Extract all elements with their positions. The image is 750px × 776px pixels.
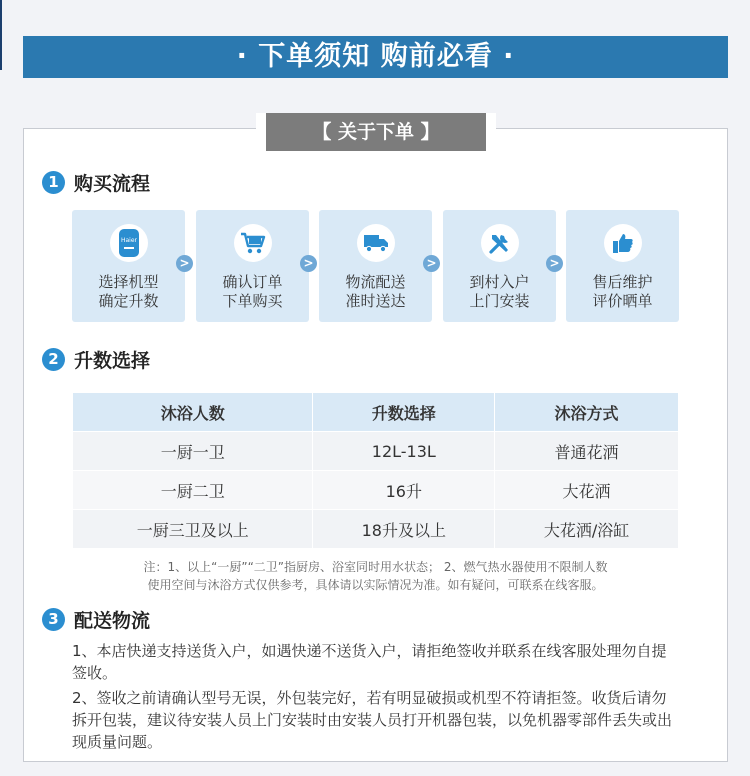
section-number: 3 bbox=[42, 608, 65, 631]
column-header-shower-type: 沐浴方式 bbox=[495, 393, 679, 432]
table-cell: 18升及以上 bbox=[313, 510, 495, 549]
table-row bbox=[73, 432, 679, 471]
section-title: 购买流程 bbox=[74, 173, 151, 195]
table-cell: 大花洒/浴缸 bbox=[495, 510, 679, 549]
table-cell: 12L-13L bbox=[313, 432, 495, 471]
order-notice-card bbox=[23, 121, 728, 762]
flow-step-select-model bbox=[72, 210, 185, 322]
table-cell: 一厨一卫 bbox=[73, 432, 313, 471]
delivery-paragraph-2: 2、签收之前请确认型号无误，外包装完好，若有明显破损或机型不符请拒签。收货后请勿拆开包装，建议待安装人员上门安装时由安装人员打开机器包装，以免机器零部件丢失或出现质量问题。 bbox=[72, 689, 673, 751]
flow-step-line1: 选择机型 bbox=[98, 273, 159, 291]
note-line: 注：1、以上“一厨”“二卫”指厨房、浴室同时用水状态； 2、燃气热水器使用不限制人数 bbox=[143, 560, 608, 574]
chevron-right-icon: > bbox=[300, 255, 317, 272]
flow-step-line1: 确认订单 bbox=[222, 273, 283, 291]
flow-step-line2: 下单购买 bbox=[222, 292, 283, 310]
flow-step-line1: 到村入户 bbox=[469, 273, 530, 291]
page-banner: · 下单须知 购前必看 · bbox=[23, 36, 728, 78]
flow-step-line2: 准时送达 bbox=[345, 292, 406, 310]
table-cell: 16升 bbox=[313, 471, 495, 510]
heading-capacity-selection bbox=[42, 346, 150, 373]
flow-step-line2: 上门安装 bbox=[469, 292, 530, 310]
thumbs-up-icon bbox=[604, 224, 642, 262]
flow-step-line2: 评价晒单 bbox=[592, 292, 653, 310]
heading-purchase-flow bbox=[42, 169, 150, 196]
section-title: 配送物流 bbox=[74, 610, 151, 632]
delivery-paragraph-1: 1、本店快递支持送货入户，如遇快递不送货入户，请拒绝签收并联系在线客服处理勿自提签收。 bbox=[72, 642, 667, 682]
section-tag: 【 关于下单 】 bbox=[256, 113, 496, 151]
column-header-bathers: 沐浴人数 bbox=[73, 393, 313, 432]
chevron-right-icon: > bbox=[546, 255, 563, 272]
haier-logo-text: Haier bbox=[120, 237, 137, 244]
table-row bbox=[73, 510, 679, 549]
table-header-row bbox=[73, 393, 679, 432]
table-row bbox=[73, 471, 679, 510]
flow-step-line1: 物流配送 bbox=[345, 273, 406, 291]
table-cell: 一厨三卫及以上 bbox=[73, 510, 313, 549]
table-cell: 普通花洒 bbox=[495, 432, 679, 471]
section-number: 1 bbox=[42, 171, 65, 194]
section-number: 2 bbox=[42, 348, 65, 371]
capacity-table bbox=[72, 392, 679, 549]
left-edge-mark bbox=[0, 0, 2, 70]
flow-step-installation bbox=[443, 210, 556, 322]
cart-icon bbox=[234, 224, 272, 262]
table-cell: 大花洒 bbox=[495, 471, 679, 510]
flow-step-logistics bbox=[319, 210, 432, 322]
section-title: 升数选择 bbox=[74, 350, 151, 372]
truck-icon bbox=[357, 224, 395, 262]
chevron-right-icon: > bbox=[423, 255, 440, 272]
column-header-capacity: 升数选择 bbox=[313, 393, 495, 432]
heading-delivery bbox=[42, 606, 150, 633]
flow-step-confirm-order bbox=[196, 210, 309, 322]
purchase-flow bbox=[72, 210, 679, 322]
flow-step-line2: 确定升数 bbox=[98, 292, 159, 310]
table-cell: 一厨二卫 bbox=[73, 471, 313, 510]
tools-icon bbox=[481, 224, 519, 262]
haier-heater-icon bbox=[110, 224, 148, 262]
flow-step-line1: 售后维护 bbox=[592, 273, 653, 291]
chevron-right-icon: > bbox=[176, 255, 193, 272]
table-note bbox=[72, 558, 679, 594]
note-line: 使用空间与沐浴方式仅供参考，具体请以实际情况为准。如有疑问，可联系在线客服。 bbox=[147, 578, 604, 592]
flow-step-after-sales bbox=[566, 210, 679, 322]
